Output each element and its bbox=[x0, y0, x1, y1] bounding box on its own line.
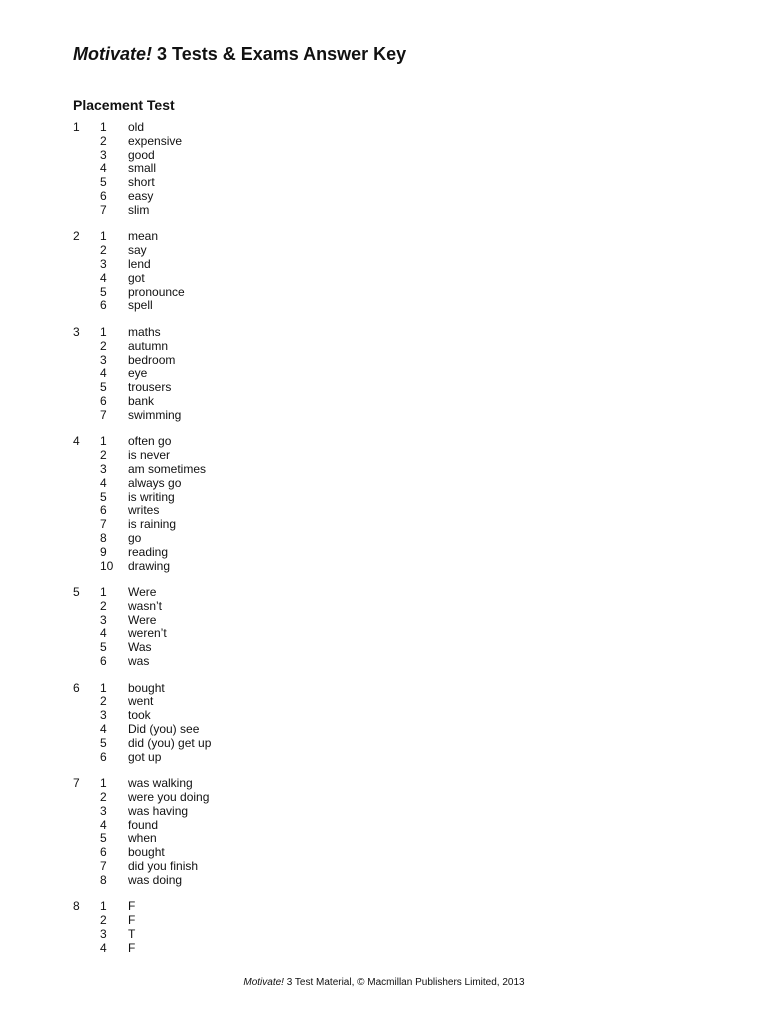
title-brand: Motivate! bbox=[73, 44, 153, 64]
item-number: 4 bbox=[100, 161, 107, 176]
item-number: 5 bbox=[100, 735, 107, 750]
answer-row bbox=[73, 381, 473, 395]
answer-group bbox=[73, 900, 473, 955]
section-title: Placement Test bbox=[73, 97, 175, 113]
item-answer: spell bbox=[128, 298, 153, 313]
item-answer: is writing bbox=[128, 489, 175, 504]
exercise-number: 7 bbox=[73, 776, 80, 791]
answer-group bbox=[73, 777, 473, 887]
item-answer: always go bbox=[128, 475, 182, 490]
item-answer: lend bbox=[128, 256, 151, 271]
item-answer: F bbox=[128, 899, 136, 914]
item-answer: Did (you) see bbox=[128, 722, 200, 737]
item-number: 6 bbox=[100, 845, 107, 860]
item-number: 6 bbox=[100, 188, 107, 203]
item-answer: when bbox=[128, 831, 157, 846]
item-answer: were you doing bbox=[128, 790, 210, 805]
answer-row bbox=[73, 286, 473, 300]
item-answer: weren’t bbox=[128, 626, 167, 641]
document-title bbox=[73, 42, 406, 66]
answer-row bbox=[73, 204, 473, 218]
answer-groups bbox=[73, 121, 473, 968]
item-number: 4 bbox=[100, 940, 107, 955]
item-answer: slim bbox=[128, 202, 150, 217]
answer-row bbox=[73, 162, 473, 176]
item-answer: mean bbox=[128, 229, 159, 244]
item-answer: got up bbox=[128, 749, 162, 764]
answer-group bbox=[73, 586, 473, 669]
item-number: 4 bbox=[100, 475, 107, 490]
answer-row bbox=[73, 518, 473, 532]
item-number: 7 bbox=[100, 202, 107, 217]
item-number: 4 bbox=[100, 626, 107, 641]
item-number: 8 bbox=[100, 872, 107, 887]
item-number: 2 bbox=[100, 790, 107, 805]
item-number: 5 bbox=[100, 489, 107, 504]
item-number: 9 bbox=[100, 544, 107, 559]
answer-row bbox=[73, 546, 473, 560]
answer-row bbox=[73, 463, 473, 477]
answer-row bbox=[73, 737, 473, 751]
answer-row bbox=[73, 600, 473, 614]
item-number: 7 bbox=[100, 407, 107, 422]
item-number: 1 bbox=[100, 229, 107, 244]
answer-row bbox=[73, 942, 473, 956]
title-text: 3 Tests & Exams Answer Key bbox=[152, 44, 407, 64]
item-answer: am sometimes bbox=[128, 461, 207, 476]
item-answer: reading bbox=[128, 544, 169, 559]
answer-row bbox=[73, 244, 473, 258]
item-answer: pronounce bbox=[128, 284, 185, 299]
item-number: 4 bbox=[100, 722, 107, 737]
item-number: 3 bbox=[100, 461, 107, 476]
item-number: 1 bbox=[100, 120, 107, 134]
item-answer: was bbox=[128, 654, 150, 669]
answer-row bbox=[73, 682, 473, 696]
item-number: 6 bbox=[100, 298, 107, 313]
item-answer: short bbox=[128, 175, 155, 190]
item-number: 3 bbox=[100, 256, 107, 271]
item-number: 1 bbox=[100, 324, 107, 339]
answer-row bbox=[73, 340, 473, 354]
answer-row bbox=[73, 258, 473, 272]
answer-row bbox=[73, 846, 473, 860]
answer-row bbox=[73, 791, 473, 805]
item-answer: did (you) get up bbox=[128, 735, 212, 750]
item-answer: bought bbox=[128, 845, 165, 860]
item-answer: eye bbox=[128, 366, 148, 381]
item-answer: easy bbox=[128, 188, 154, 203]
item-number: 6 bbox=[100, 503, 107, 518]
answer-row bbox=[73, 832, 473, 846]
item-number: 3 bbox=[100, 352, 107, 367]
answer-row bbox=[73, 354, 473, 368]
item-answer: good bbox=[128, 147, 155, 162]
item-answer: T bbox=[128, 927, 136, 942]
answer-row bbox=[73, 900, 473, 914]
answer-row bbox=[73, 614, 473, 628]
item-answer: bank bbox=[128, 393, 155, 408]
item-number: 5 bbox=[100, 284, 107, 299]
item-number: 4 bbox=[100, 817, 107, 832]
item-number: 2 bbox=[100, 448, 107, 463]
answer-row bbox=[73, 751, 473, 765]
item-number: 6 bbox=[100, 749, 107, 764]
item-answer: got bbox=[128, 270, 145, 285]
item-number: 2 bbox=[100, 338, 107, 353]
answer-row bbox=[73, 627, 473, 641]
exercise-number: 6 bbox=[73, 680, 80, 695]
exercise-number: 3 bbox=[73, 324, 80, 339]
answer-group bbox=[73, 121, 473, 218]
item-answer: trousers bbox=[128, 380, 172, 395]
item-answer: go bbox=[128, 530, 142, 545]
item-answer: found bbox=[128, 817, 159, 832]
answer-row bbox=[73, 230, 473, 244]
exercise-number: 8 bbox=[73, 899, 80, 914]
footer-brand: Motivate! bbox=[243, 977, 284, 988]
answer-row bbox=[73, 149, 473, 163]
item-answer: Was bbox=[128, 640, 152, 655]
answer-row bbox=[73, 395, 473, 409]
answer-row bbox=[73, 299, 473, 313]
answer-row bbox=[73, 326, 473, 340]
answer-row bbox=[73, 723, 473, 737]
item-answer: was walking bbox=[128, 776, 193, 791]
answer-group bbox=[73, 682, 473, 765]
answer-row bbox=[73, 477, 473, 491]
answer-row bbox=[73, 190, 473, 204]
item-number: 4 bbox=[100, 270, 107, 285]
item-answer: did you finish bbox=[128, 859, 199, 874]
answer-row bbox=[73, 928, 473, 942]
item-answer: writes bbox=[128, 503, 160, 518]
answer-row bbox=[73, 805, 473, 819]
exercise-number: 5 bbox=[73, 585, 80, 600]
answer-row bbox=[73, 695, 473, 709]
item-number: 5 bbox=[100, 380, 107, 395]
item-number: 2 bbox=[100, 598, 107, 613]
item-answer: often go bbox=[128, 434, 172, 449]
answer-row bbox=[73, 449, 473, 463]
item-number: 5 bbox=[100, 175, 107, 190]
item-number: 3 bbox=[100, 612, 107, 627]
answer-row bbox=[73, 641, 473, 655]
answer-row bbox=[73, 586, 473, 600]
item-answer: swimming bbox=[128, 407, 182, 422]
item-number: 6 bbox=[100, 654, 107, 669]
answer-row bbox=[73, 914, 473, 928]
item-answer: say bbox=[128, 243, 147, 258]
answer-row bbox=[73, 709, 473, 723]
item-answer: is raining bbox=[128, 517, 177, 532]
answer-row bbox=[73, 367, 473, 381]
footer-text: 3 Test Material, © Macmillan Publishers Limited, 2013 bbox=[283, 977, 525, 988]
answer-row bbox=[73, 272, 473, 286]
item-answer: Were bbox=[128, 612, 157, 627]
item-answer: was having bbox=[128, 803, 189, 818]
item-number: 1 bbox=[100, 680, 107, 695]
answer-row bbox=[73, 491, 473, 505]
item-number: 1 bbox=[100, 434, 107, 449]
answer-group bbox=[73, 326, 473, 423]
item-number: 8 bbox=[100, 530, 107, 545]
answer-row bbox=[73, 504, 473, 518]
item-answer: maths bbox=[128, 324, 161, 339]
item-answer: autumn bbox=[128, 338, 169, 353]
item-number: 1 bbox=[100, 899, 107, 914]
answer-row bbox=[73, 121, 473, 135]
answer-row bbox=[73, 860, 473, 874]
item-answer: old bbox=[128, 120, 145, 134]
item-number: 7 bbox=[100, 859, 107, 874]
item-number: 1 bbox=[100, 776, 107, 791]
item-number: 7 bbox=[100, 517, 107, 532]
item-number: 2 bbox=[100, 133, 107, 148]
answer-row bbox=[73, 435, 473, 449]
answer-row bbox=[73, 874, 473, 888]
item-answer: is never bbox=[128, 448, 171, 463]
answer-row bbox=[73, 655, 473, 669]
item-number: 1 bbox=[100, 585, 107, 600]
answer-row bbox=[73, 135, 473, 149]
exercise-number: 2 bbox=[73, 229, 80, 244]
item-number: 6 bbox=[100, 393, 107, 408]
item-answer: wasn’t bbox=[128, 598, 163, 613]
item-number: 5 bbox=[100, 640, 107, 655]
item-answer: small bbox=[128, 161, 157, 176]
item-answer: bedroom bbox=[128, 352, 176, 367]
item-number: 3 bbox=[100, 927, 107, 942]
item-number: 2 bbox=[100, 243, 107, 258]
item-number: 2 bbox=[100, 913, 107, 928]
item-answer: bought bbox=[128, 680, 165, 695]
item-number: 4 bbox=[100, 366, 107, 381]
item-number: 5 bbox=[100, 831, 107, 846]
item-number: 2 bbox=[100, 694, 107, 709]
answer-row bbox=[73, 532, 473, 546]
item-answer: Were bbox=[128, 585, 157, 600]
item-number: 10 bbox=[100, 558, 114, 573]
item-answer: expensive bbox=[128, 133, 183, 148]
item-answer: went bbox=[128, 694, 154, 709]
answer-row bbox=[73, 819, 473, 833]
answer-row bbox=[73, 777, 473, 791]
exercise-number: 4 bbox=[73, 434, 80, 449]
answer-group bbox=[73, 435, 473, 573]
item-answer: was doing bbox=[128, 872, 183, 887]
item-answer: F bbox=[128, 913, 136, 928]
item-answer: took bbox=[128, 708, 151, 723]
item-number: 3 bbox=[100, 708, 107, 723]
item-number: 3 bbox=[100, 803, 107, 818]
answer-row bbox=[73, 409, 473, 423]
exercise-number: 1 bbox=[73, 120, 80, 134]
page-footer bbox=[0, 976, 768, 990]
answer-group bbox=[73, 230, 473, 313]
answer-row bbox=[73, 560, 473, 574]
item-number: 3 bbox=[100, 147, 107, 162]
item-answer: F bbox=[128, 940, 136, 955]
item-answer: drawing bbox=[128, 558, 171, 573]
answer-row bbox=[73, 176, 473, 190]
